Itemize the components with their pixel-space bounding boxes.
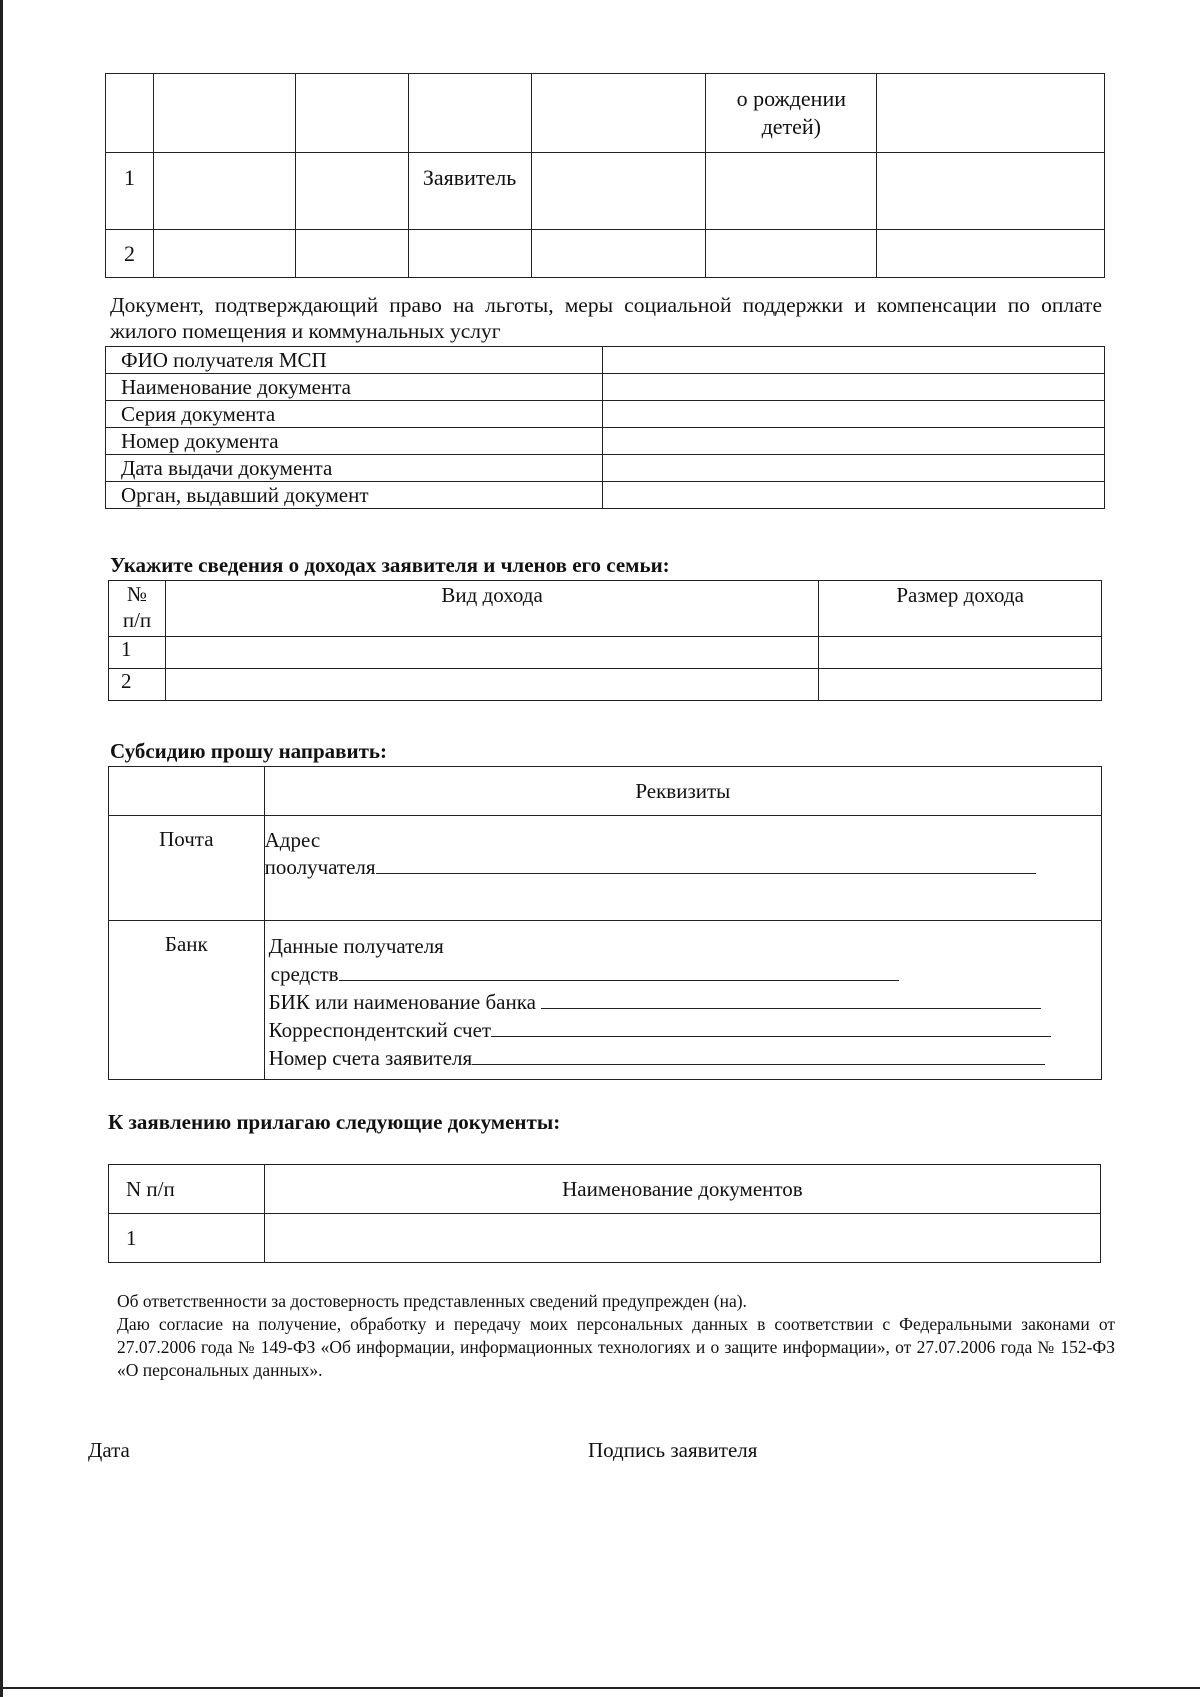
bank-corr-label: Корреспондентский счет <box>268 1018 492 1042</box>
benefits-row-label: Дата выдачи документа <box>106 455 603 482</box>
bank-corr-input-line[interactable] <box>491 1036 1051 1037</box>
bank-recipient-input-line[interactable] <box>339 980 899 981</box>
table-row <box>106 401 1105 428</box>
benefits-row-label: ФИО получателя МСП <box>106 347 603 374</box>
table-row <box>106 482 1105 509</box>
benefits-row-value[interactable] <box>602 482 1104 509</box>
bank-account-input-line[interactable] <box>472 1064 1045 1065</box>
attachments-col-name: Наименование документов <box>264 1165 1100 1214</box>
table-row <box>106 455 1105 482</box>
table-row <box>109 581 1102 637</box>
table-row <box>106 153 1105 230</box>
table-row <box>106 347 1105 374</box>
date-label: Дата <box>88 1438 130 1462</box>
table-row <box>106 74 1105 153</box>
table-row <box>106 428 1105 455</box>
subsidy-bank-label: Банк <box>109 921 265 1080</box>
income-col-amount: Размер дохода <box>819 581 1102 637</box>
table-row <box>109 767 1102 816</box>
benefits-document-table <box>105 346 1105 509</box>
table-row <box>109 921 1102 1080</box>
attachments-col-number: N п/п <box>109 1165 265 1214</box>
consent-notes <box>117 1290 1115 1382</box>
income-heading: Укажите сведения о доходах заявителя и членов его семьи: <box>110 553 670 577</box>
benefits-row-label: Номер документа <box>106 428 603 455</box>
responsibility-note: Об ответственности за достоверность представленных сведений предупрежден (на). <box>117 1291 747 1311</box>
table-row <box>106 230 1105 278</box>
table-row <box>109 1214 1101 1263</box>
family-row-number: 2 <box>106 230 154 278</box>
benefits-row-label: Серия документа <box>106 401 603 428</box>
page-edge-left <box>0 0 3 1697</box>
subsidy-post-label: Почта <box>109 816 265 921</box>
benefits-row-value[interactable] <box>602 401 1104 428</box>
family-header-birth-cell: о рождении детей) <box>706 74 877 153</box>
benefits-intro: Документ, подтверждающий право на льготы, меры социальной поддержки и компенсации по оплате жилого помещения и коммунальных услуг <box>110 293 1102 343</box>
benefits-row-label: Орган, выдавший документ <box>106 482 603 509</box>
income-row-number: 1 <box>109 637 166 669</box>
family-row-role: Заявитель <box>408 153 531 230</box>
attachments-heading: К заявлению прилагаю следующие документы: <box>108 1110 561 1134</box>
bank-recipient-label-cont: средств <box>270 962 339 986</box>
subsidy-table <box>108 766 1102 1080</box>
income-row-number: 2 <box>109 669 166 701</box>
bank-bik-input-line[interactable] <box>541 1008 1041 1009</box>
family-row-number: 1 <box>106 153 154 230</box>
family-members-table <box>105 73 1105 278</box>
table-row <box>109 1165 1101 1214</box>
benefits-row-value[interactable] <box>602 455 1104 482</box>
signature-label: Подпись заявителя <box>588 1438 758 1462</box>
table-row <box>109 816 1102 921</box>
family-row-role <box>408 230 531 278</box>
benefits-row-value[interactable] <box>602 428 1104 455</box>
consent-note: Даю согласие на получение, обработку и передачу моих персональных данных в соответствии с Федеральными законами от 27.07.2006 года № 149-ФЗ «Об информации, информационных технологиях и о защите информации», от 27.07.2006 года № 152-ФЗ «О персональных данных». <box>117 1314 1115 1380</box>
subsidy-heading: Субсидию прошу направить: <box>110 739 388 763</box>
attachments-table <box>108 1164 1101 1263</box>
bank-account-label: Номер счета заявителя <box>268 1046 473 1070</box>
income-col-type: Вид дохода <box>165 581 818 637</box>
income-table <box>108 580 1102 701</box>
post-address-label-cont: поолучателя <box>264 855 376 879</box>
table-row <box>109 637 1102 669</box>
benefits-row-value[interactable] <box>602 347 1104 374</box>
benefits-row-label: Наименование документа <box>106 374 603 401</box>
attachments-row-number: 1 <box>109 1214 265 1263</box>
post-address-label: Адрес <box>264 828 321 852</box>
table-row <box>109 669 1102 701</box>
benefits-row-value[interactable] <box>602 374 1104 401</box>
subsidy-col-details: Реквизиты <box>264 767 1101 816</box>
subsidy-bank-details <box>264 921 1101 1080</box>
page-edge-bottom <box>0 1687 1200 1689</box>
income-col-number: № п/п <box>109 581 166 637</box>
bank-bik-label: БИК или наименование банка <box>268 990 536 1014</box>
table-row <box>106 374 1105 401</box>
post-address-input-line[interactable] <box>376 873 1036 874</box>
bank-recipient-label: Данные получателя <box>268 934 444 958</box>
subsidy-post-details <box>264 816 1101 921</box>
